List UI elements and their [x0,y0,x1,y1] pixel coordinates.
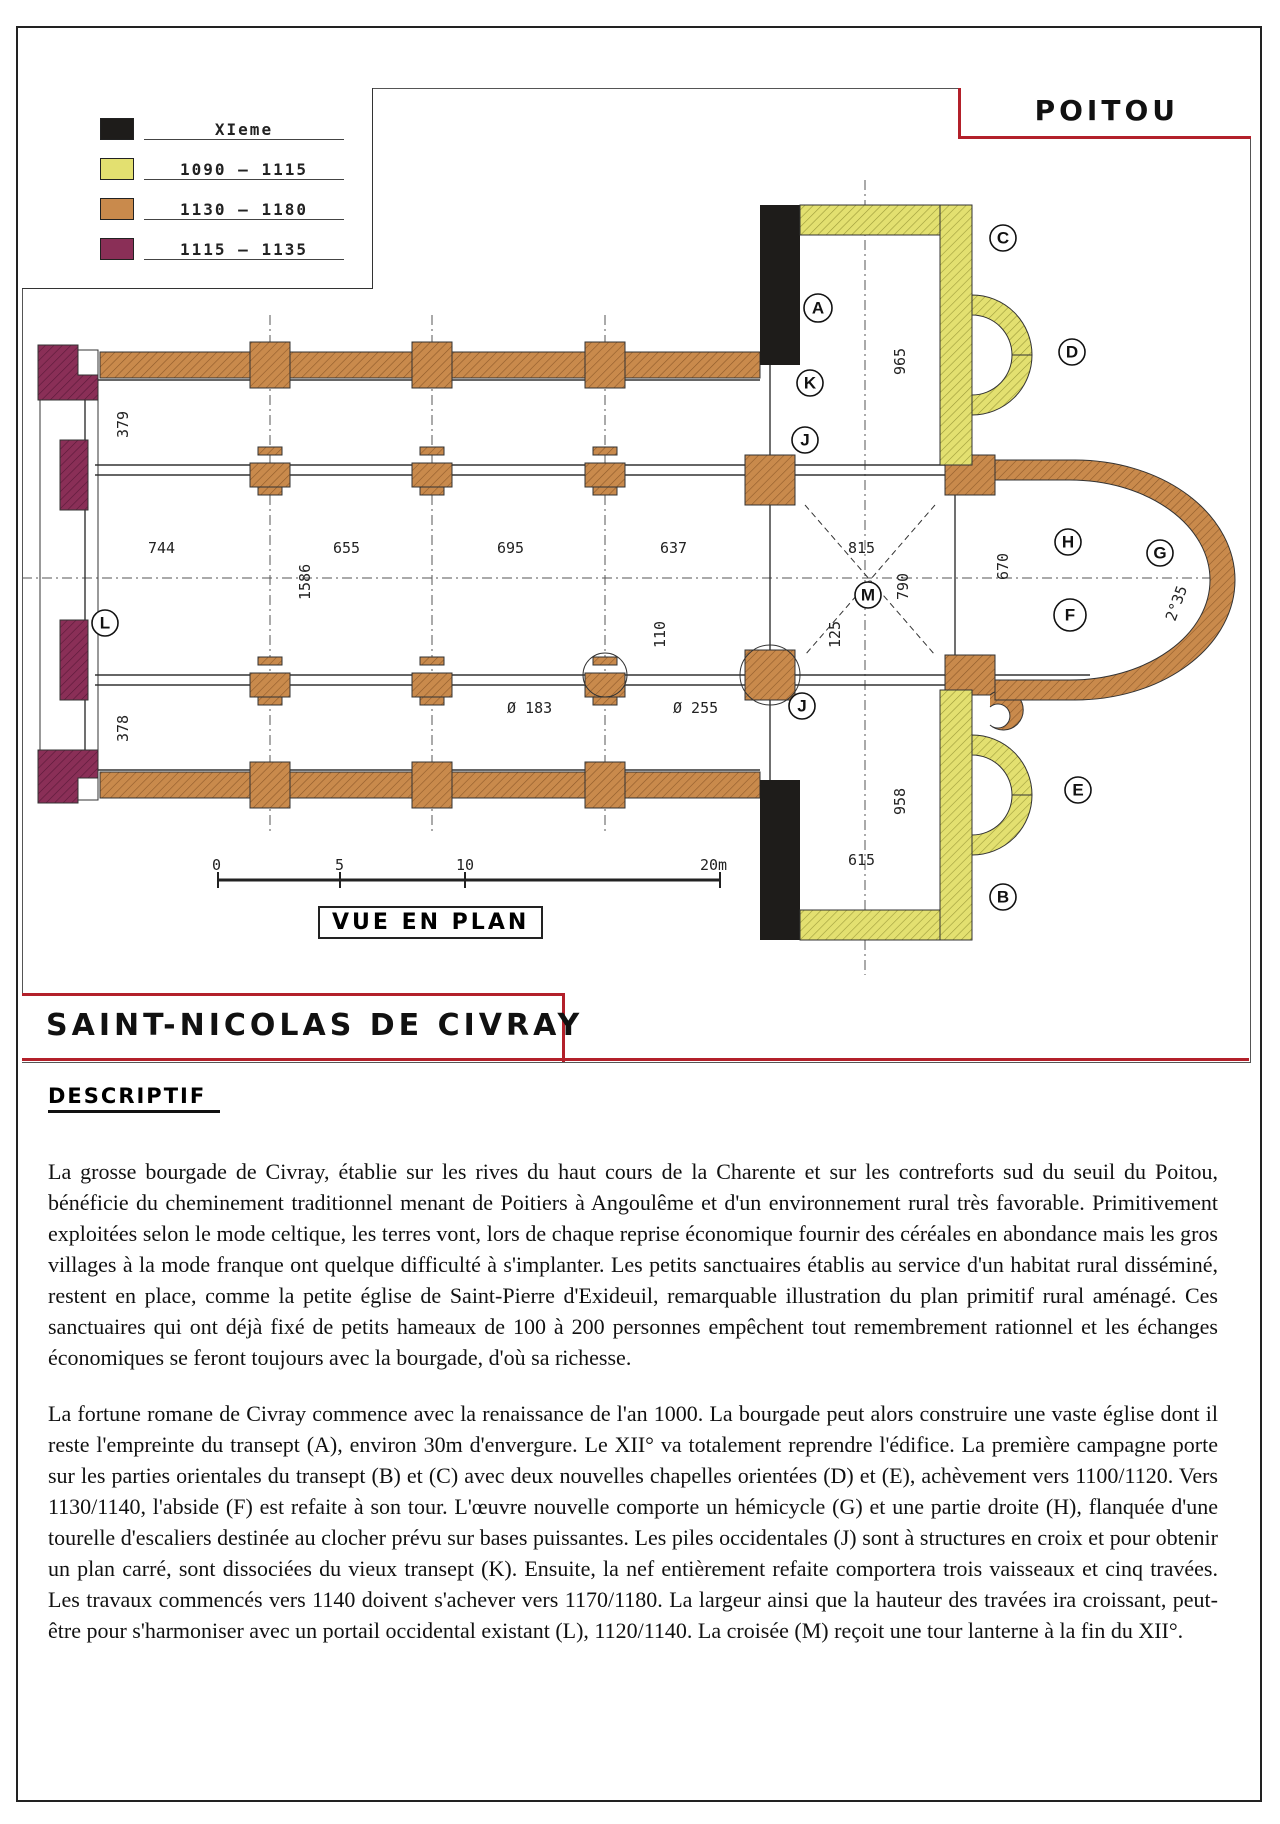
svg-text:D: D [1065,342,1079,362]
legend-item [100,158,350,182]
description-paragraph: La fortune romane de Civray commence avec la renaissance de l'an 1000. La bourgade peut alors construire une vaste église dont il reste l'empreinte du transept (A), environ 30m d'envergure. Le XII° va totalement reprendre l'édifice. La première campagne porte sur les parties orientales du transept (B) et (C) avec deux nouvelles chapelles orientées (D) et (E), achèvement vers 1100/1120. Vers 1130/1140, l'abside (F) est refaite à son tour. L'œuvre nouvelle comporte un hémicycle (G) et une partie droite (H), flanquée d'une tourelle d'escaliers destinée au clocher prévu sur bases puissantes. Les piles occidentales (J) sont à structures en croix et pour obtenir un plan carré, sont dissociées du vieux transept (K). Ensuite, la nef entièrement refaite comportera trois vaisseaux et cinq travées. Les travaux commencés vers 1140 doivent s'achever vers 1170/1180. La largeur ainsi que la hauteur des travées ira croissant, peut-être pour s'harmoniser avec un portail occidental existant (L), 1120/1140. La croisée (M) reçoit une tour lanterne à la fin du XII°. [48,1401,1218,1643]
region-box [958,88,1251,139]
svg-text:H: H [1061,532,1075,552]
legend-label: 1130 — 1180 [144,200,344,220]
apse [995,460,1235,700]
scale-tick-0: 0 [212,856,222,874]
marker-m [855,582,881,608]
marker-d [1059,339,1085,365]
marker-h [1055,529,1081,555]
legend-swatch [100,118,134,140]
legend [22,88,373,289]
legend-label: XIeme [144,120,344,140]
west-facade [38,345,98,803]
svg-text:G: G [1153,543,1167,563]
dim-bay-1: 744 [148,539,176,557]
svg-text:B: B [996,887,1010,907]
svg-text:F: F [1064,605,1076,625]
legend-label: 1115 — 1135 [144,240,344,260]
legend-item [100,238,350,262]
region-title: POITOU [1034,94,1179,127]
dim-apse-angle: 2°35 [1161,583,1192,624]
svg-text:E: E [1072,780,1084,800]
dim-bay-4: 637 [660,539,688,557]
svg-text:J: J [797,696,807,716]
marker-a [804,294,832,322]
marker-k [797,370,823,396]
description-text [48,1156,1218,1671]
marker-c [990,225,1016,251]
scale-bar [212,856,727,888]
nave-south-wall [100,762,760,808]
divider [22,1058,1249,1061]
nave-outline [85,230,1090,920]
dim-pier-offset-a: 110 [651,620,669,648]
section-heading: DESCRIPTIF [48,1084,220,1113]
legend-swatch [100,198,134,220]
dim-bay-2: 655 [333,539,361,557]
legend-item [100,118,350,142]
svg-text:L: L [99,613,111,633]
scale-tick-20: 20m [700,856,728,874]
svg-text:J: J [800,430,810,450]
marker-l [92,610,118,636]
dim-pier-diam-1: Ø 183 [507,699,553,717]
svg-text:A: A [811,298,825,318]
title-box [22,993,584,1062]
axis-lines [22,180,1225,975]
marker-b [990,884,1016,910]
dim-transept-south: 958 [891,787,909,815]
scale-tick-10: 10 [456,856,475,874]
dim-transept-width: 615 [848,851,876,869]
dim-transept-north: 965 [891,347,909,375]
description-paragraph: La grosse bourgade de Civray, établie sur les rives du haut cours de la Charente et sur les contreforts sud du seuil du Poitou, bénéficie du cheminement traditionnel menant de Poitiers à Angoulême et d'un environnement rural très favorable. Primitivement exploitées selon le mode celtique, les terres vont, lors de chaque reprise économique fournir des céréales en abondance mais les gros villages à la mode franque ont quelque difficulté à s'implanter. Les petits sanctuaires établis au service d'un habitat rural disséminé, restent en place, comme la petite église de Saint-Pierre d'Exideuil, remarquable illustration du plan primitif rural aménagé. Ces sanctuaires qui ont déjà fixé de petits hameaux de 100 à 200 personnes empêchent tout remembrement rationnel et les échanges économiques se feront toujours avec la bourgade, d'où sa richesse. [48,1159,1218,1370]
svg-text:M: M [860,585,876,605]
marker-e [1065,777,1091,803]
legend-item [100,198,350,222]
dim-aisle-north: 379 [114,410,132,438]
marker-j-north [792,427,818,453]
marker-g [1147,540,1173,566]
legend-swatch [100,158,134,180]
marker-j-south [789,693,815,719]
page-title: SAINT-NICOLAS DE CIVRAY [46,1008,584,1043]
apse-diagonals [805,505,935,655]
svg-text:C: C [996,228,1010,248]
svg-text:K: K [803,373,817,393]
dim-aisle-south: 378 [114,714,132,742]
nave-north-wall [100,342,760,388]
legend-label: 1090 — 1115 [144,160,344,180]
legend-swatch [100,238,134,260]
dim-crossing-width: 815 [848,539,876,557]
dim-pier-diam-2: Ø 255 [673,699,719,717]
view-label: VUE EN PLAN [318,906,543,939]
dim-pier-offset-b: 125 [826,620,844,648]
scale-tick-5: 5 [335,856,345,874]
dim-bay-3: 695 [497,539,525,557]
dim-crossing-length: 790 [894,572,912,600]
dim-apse-width: 670 [994,552,1012,580]
marker-f [1054,599,1086,631]
dim-nave-width: 1586 [296,563,314,600]
